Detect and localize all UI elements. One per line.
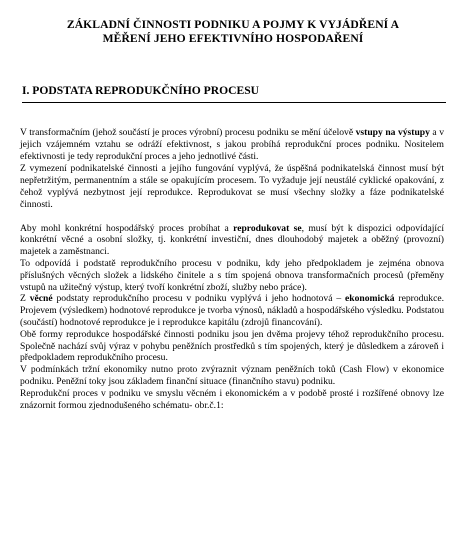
bold-term: reprodukovat se (233, 222, 302, 234)
paragraph-cash-flow: V podmínkách tržní ekonomiky nutno proto zvýraznit význam peněžních toků (Cash Flow) v ekonomice podniku. Peněžní toky jsou základem finanční situace (finančního stavu) podniku. (20, 364, 444, 387)
paragraph-text: a v jejich vzájemném vztahu se odráží efektivnost, s jakou probíhá reprodukční proces podniku. Nositelem efektivnosti je tedy reprodukční proces a jeho jednotlivé části. (20, 127, 444, 162)
paragraph-components (20, 223, 444, 258)
paragraph-renewal: To odpovídá i podstatě reprodukčního procesu v podniku, kdy jeho předpokladem je zejména obnova příslušných věcných složek a lidského činitele a s tím spojená obnova transformačních procesů (přeměny vstupů na užitečný výstup, který tvoří konkrétní zboží, služby nebo práce). (20, 257, 444, 293)
paragraph-forms: Obě formy reprodukce hospodářské činnosti podniku jsou jen dvěma projevy téhož reprodukčního procesu. Společně nachází svůj výraz v pohybu peněžních prostředků s tím spojených, který je důsledkem a zároveň i předpokladem reprodukčního procesu. (20, 328, 444, 364)
title-line-1: ZÁKLADNÍ ČINNOSTI PODNIKU A POJMY K VYJÁDŘENÍ A (66, 18, 400, 31)
paragraph-text: Z (20, 293, 30, 305)
title-line-2: MĚŘENÍ JEHO EFEKTIVNÍHO HOSPODAŘENÍ (102, 32, 364, 45)
paragraph-economic (20, 293, 444, 328)
paragraph-continuity: Z vymezení podnikatelské činnosti a jejího fungování vyplývá, že úspěšná podnikatelská činnost musí být nepřetržitým, permanentním a stále se opakujícím procesem. To vyžaduje její neustálé cyklické opakování, z čehož vyplývá nezbytnost její reprodukce. Reprodukovat se musí všechny složky a fáze podnikatelské činnosti. (20, 163, 444, 210)
paragraph-schema: Reprodukční proces v podniku ve smyslu věcném i ekonomickém a v podobě prosté i rozšířené obnovy lze znázornit formou zjednodušeného schématu- obr.č.1: (20, 387, 444, 411)
section-heading: I. PODSTATA REPRODUKČNÍHO PROCESU (22, 84, 446, 103)
paragraph-transformation (20, 127, 444, 162)
bold-term: ekonomická (345, 293, 395, 305)
paragraph-text: reprodukce. Projevem (výsledkem) hodnotové reprodukce je tvorba výnosů, nákladů a hospodářského výsledku. Podstatou (součástí) hodnotové reprodukce je i reprodukce kapitálu (zdrojů financování). (20, 293, 444, 328)
paragraph-text: Aby mohl konkrétní hospodářský proces probíhat a (20, 222, 234, 234)
document-title (18, 18, 448, 46)
bold-term: věcné (29, 293, 53, 305)
paragraph-text: podstaty reprodukčního procesu v podniku vyplývá i jeho hodnotová – (52, 293, 345, 305)
paragraph-text: , musí být k dispozici odpovídající konkrétní věcné a osobní složky, tj. konkrétní investiční, dnes dlouhodobý majetek a oběžný (provozní) majetek a zaměstnanci. (20, 222, 444, 258)
bold-term: vstupy na výstupy (355, 127, 430, 138)
paragraph-text: V transformačním (jehož součástí je proces výrobní) procesu podniku se mění účelově (20, 127, 356, 138)
document-body (20, 127, 444, 411)
